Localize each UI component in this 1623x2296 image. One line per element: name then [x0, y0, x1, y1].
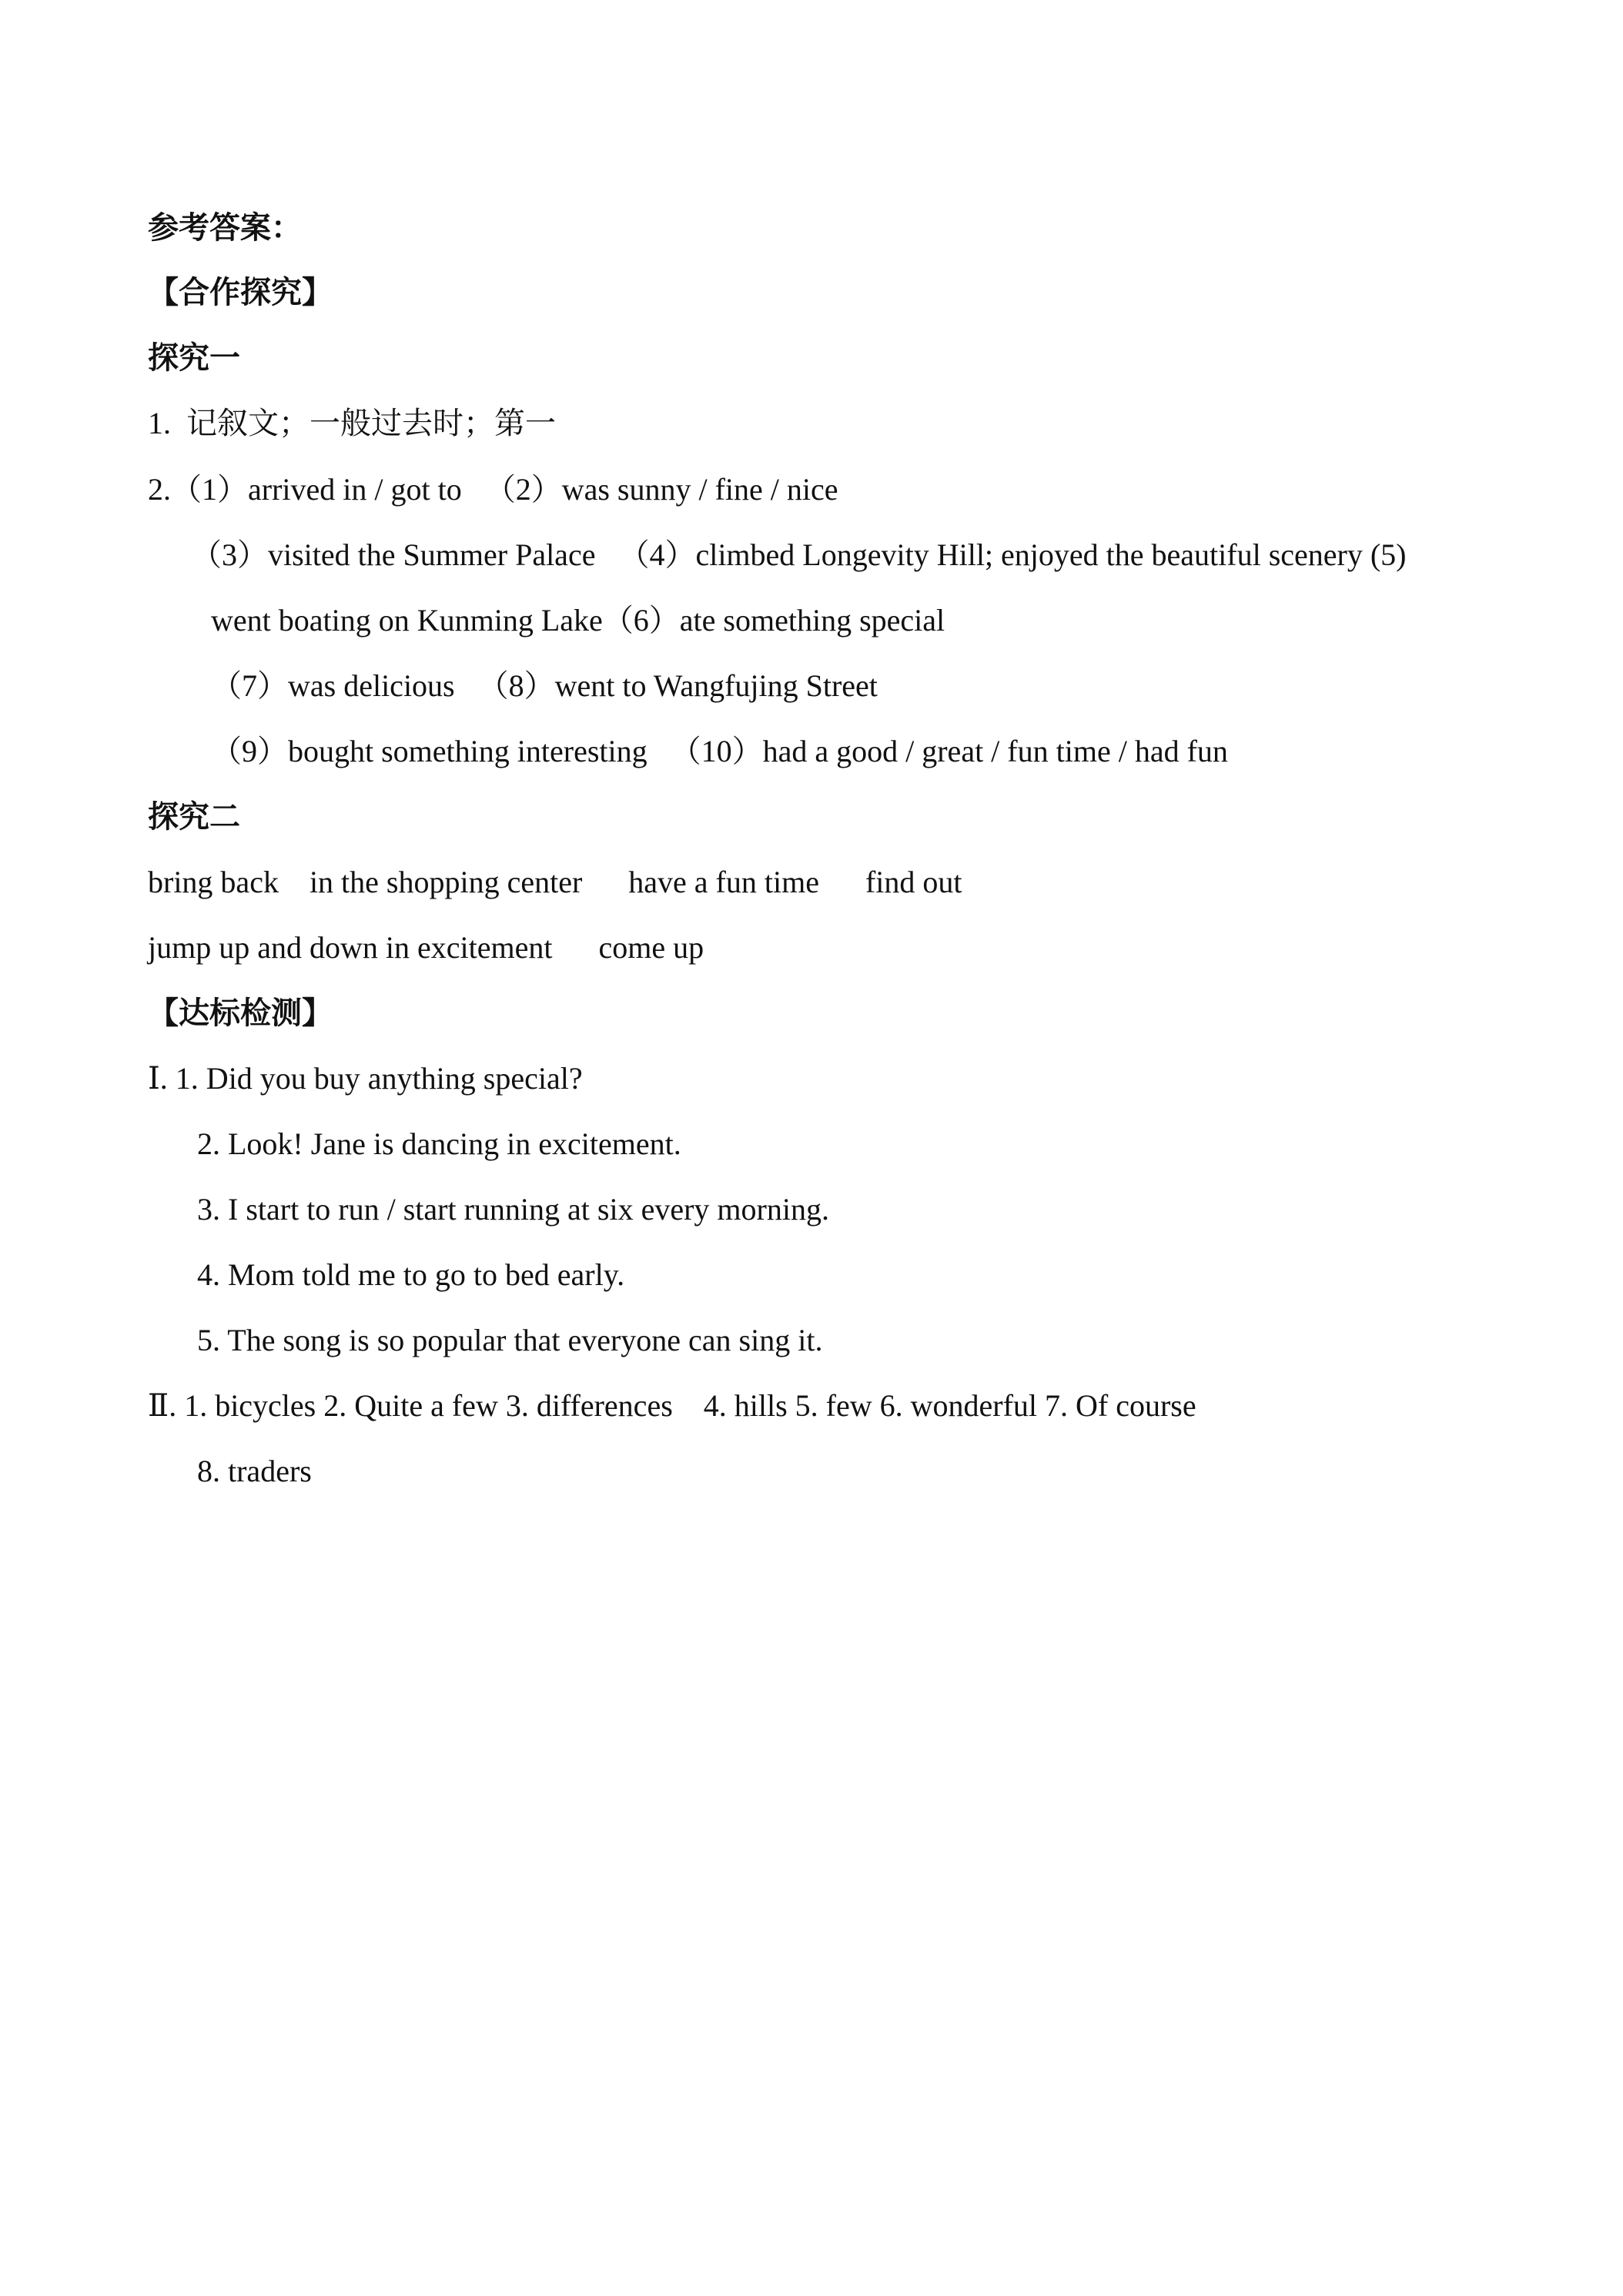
check-1-line-1: Ⅰ. 1. Did you buy anything special? [148, 1061, 583, 1096]
check-1-line-3: 3. I start to run / start running at six every morning. [197, 1192, 829, 1227]
explore-two-line-1: bring back in the shopping center have a fun time find out [148, 865, 962, 899]
subheading-explore-two: 探究二 [148, 799, 240, 835]
check-2-line-1: Ⅱ. 1. bicycles 2. Quite a few 3. differences 4. hills 5. few 6. wonderful 7. Of course [148, 1388, 1196, 1423]
subheading-explore-one: 探究一 [148, 340, 240, 376]
explore-one-item-2-line-4: （7）was delicious （8）went to Wangfujing Street [211, 668, 878, 703]
explore-one-item-2-line-1: 2.（1）arrived in / got to （2）was sunny / fine / nice [148, 472, 838, 507]
explore-one-item-2-line-2: （3）visited the Summer Palace （4）climbed Longevity Hill; enjoyed the beautiful scenery (5) [191, 537, 1407, 572]
explore-one-item-1: 1. 记叙文；一般过去时；第一 [148, 406, 556, 440]
explore-one-item-2-line-3: went boating on Kunming Lake（6）ate something special [211, 603, 945, 638]
check-1-line-2: 2. Look! Jane is dancing in excitement. [197, 1126, 681, 1161]
answer-key-title: 参考答案： [148, 210, 302, 246]
section-heading-check: 【达标检测】 [148, 996, 333, 1031]
check-1-line-5: 5. The song is so popular that everyone can sing it. [197, 1323, 823, 1357]
explore-one-item-2-line-5: （9）bought something interesting （10）had a good / great / fun time / had fun [211, 734, 1228, 768]
check-1-line-4: 4. Mom told me to go to bed early. [197, 1257, 625, 1292]
check-2-line-2: 8. traders [197, 1454, 312, 1488]
explore-two-line-2: jump up and down in excitement come up [148, 930, 704, 965]
section-heading-cooperate: 【合作探究】 [148, 275, 333, 310]
